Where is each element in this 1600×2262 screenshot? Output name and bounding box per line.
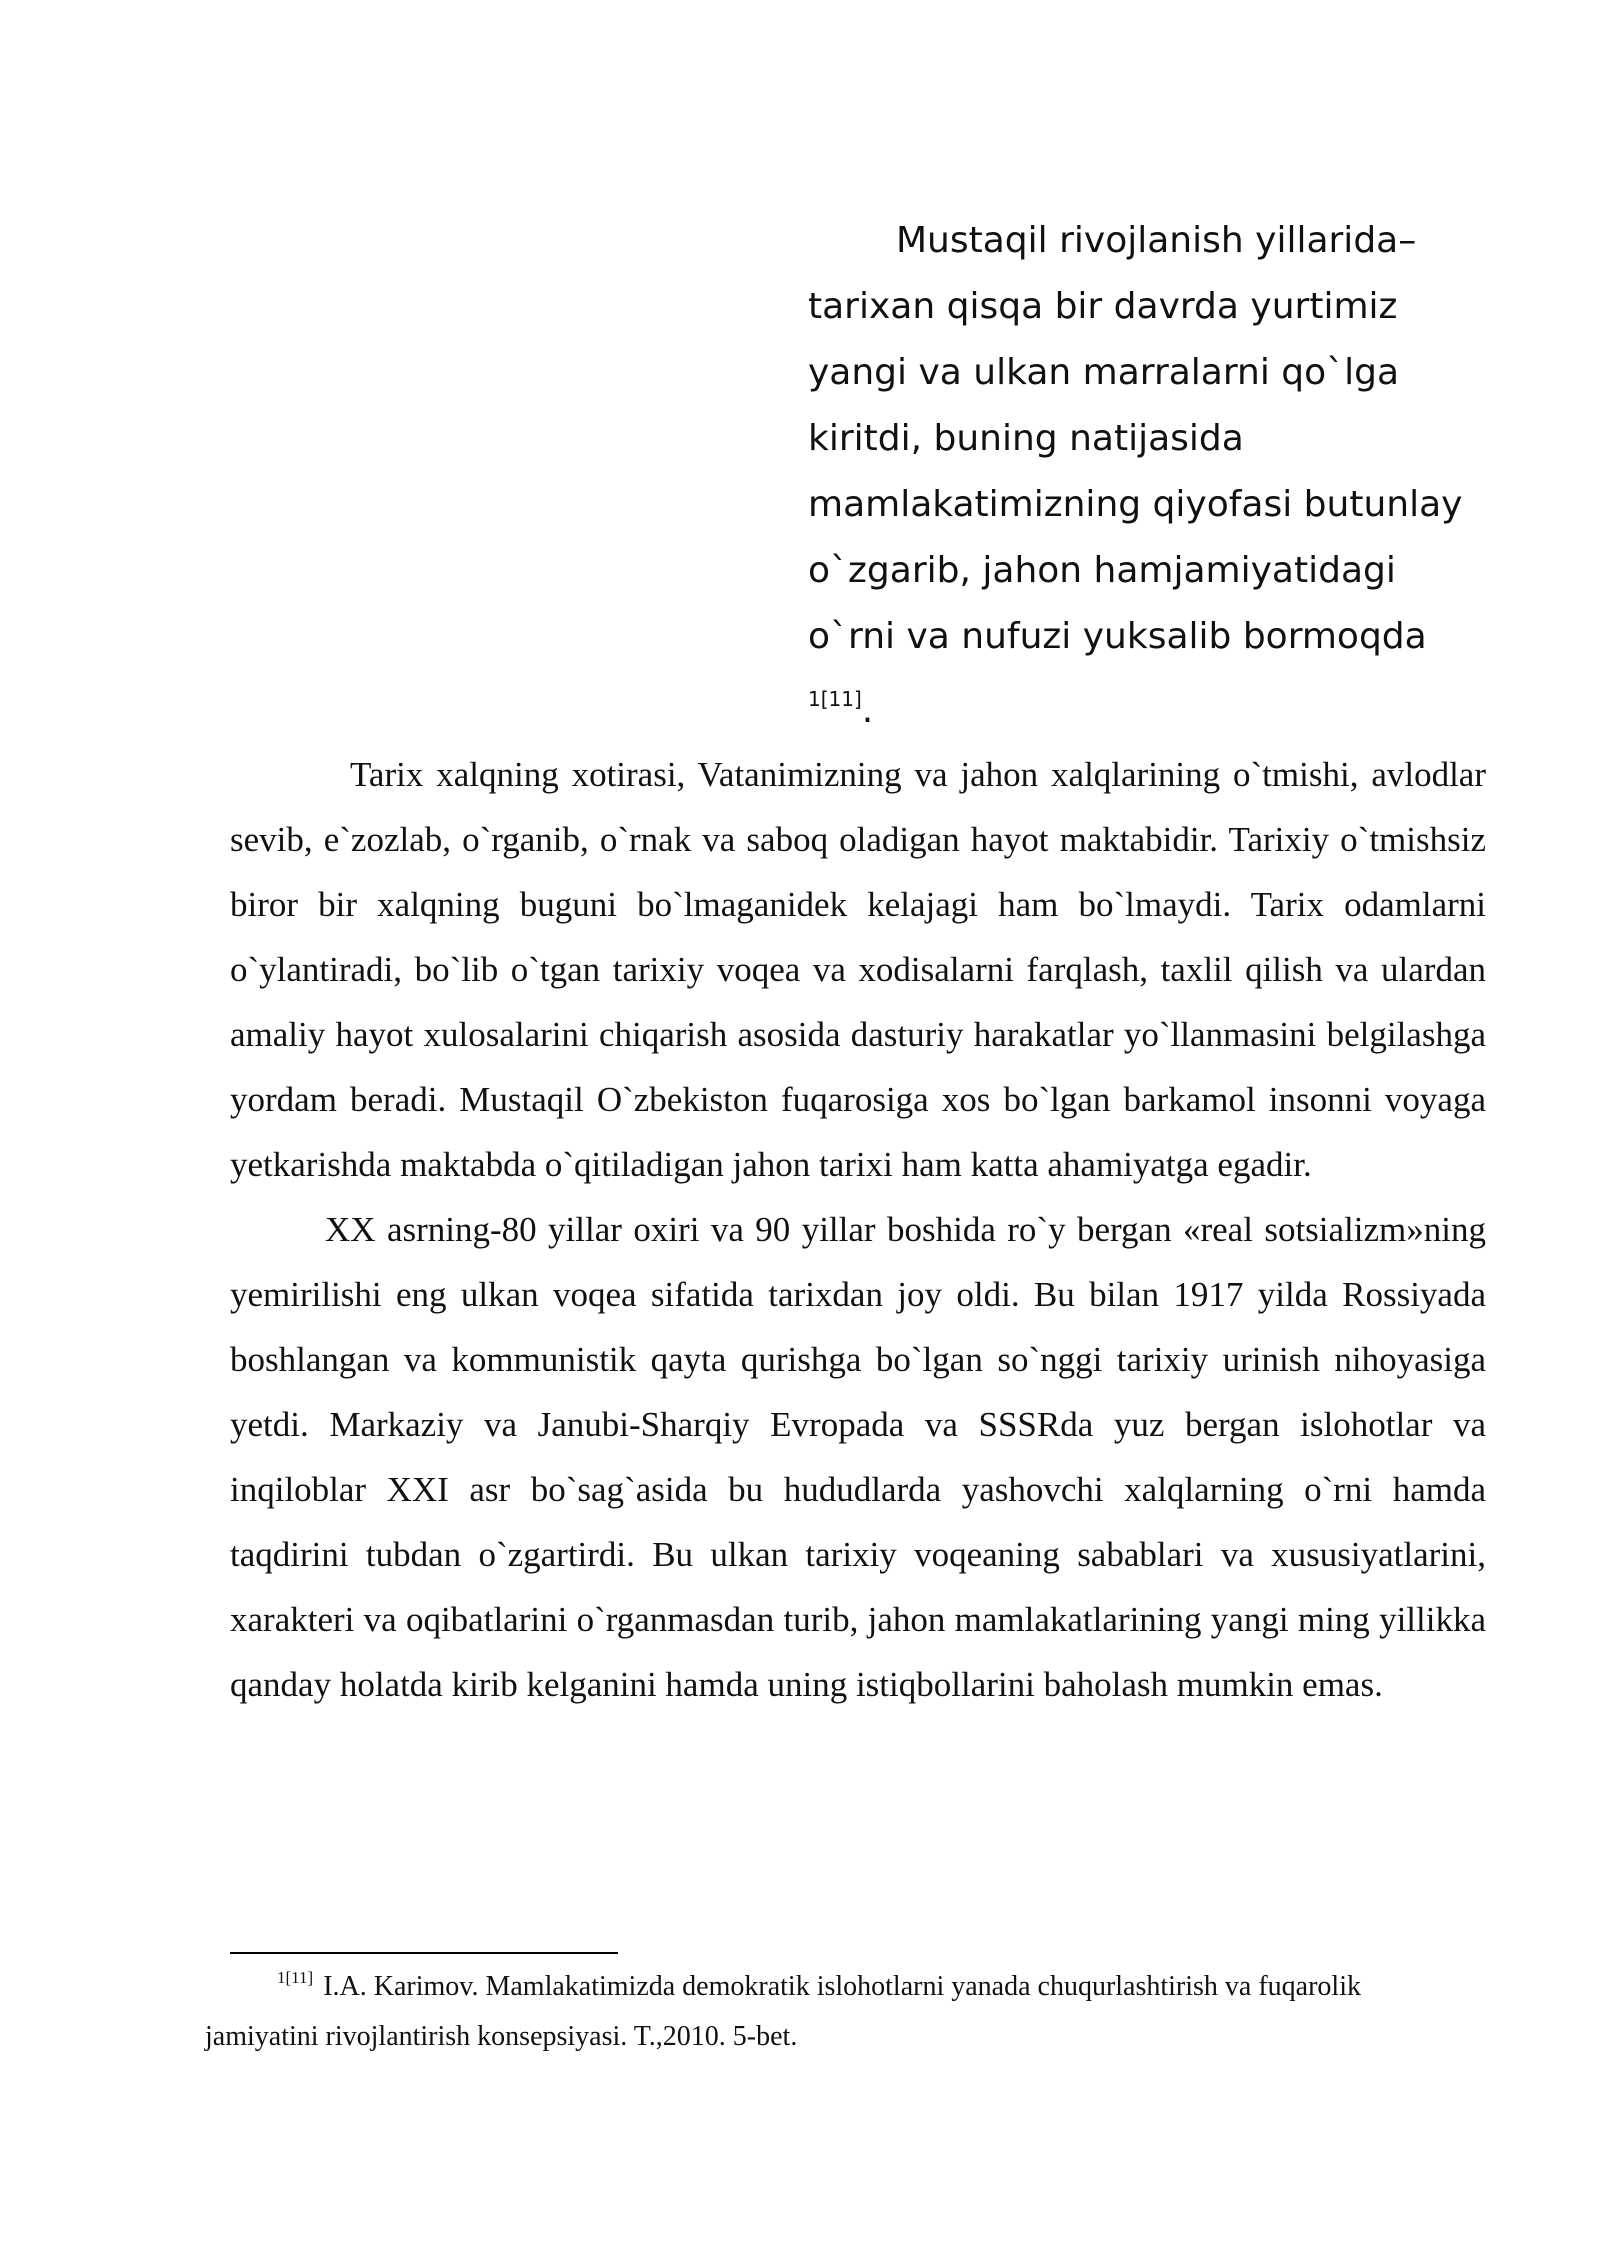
epigraph-line-3: yangi va ulkan marralarni qo`lga	[808, 352, 1400, 393]
paragraph-2: XX asrning-80 yillar oxiri va 90 yillar boshida ro`y bergan «real sotsializm»ning yemirilishi eng ulkan voqea sifatida tarixdan joy oldi. Bu bilan 1917 yilda Rossiyada boshlangan va kommunistik qayta qurishga bo`lgan so`nggi tarixiy urinish nihoyasiga yetdi. Markaziy va Janubi-Sharqiy Evropada va SSSRda yuz bergan islohotlar va inqiloblar XXI asr bo`sag`asida bu hududlarda yashovchi xalqlarning o`rni hamda taqdirini tubdan o`zgartirdi. Bu ulkan tarixiy voqeaning sabablari va xususiyatlarini, xarakteri va oqibatlarini o`rganmasdan turib, jahon mamlakatlarining yangi ming yillikka qanday holatda kirib kelganini hamda uning istiqbollarini baholash mumkin emas.	[230, 1210, 1486, 1704]
epigraph	[808, 208, 1508, 731]
footnote	[205, 1962, 1455, 2062]
epigraph-footnote-line	[808, 670, 1508, 731]
epigraph-footnote-ref[interactable]: 1[11]	[808, 687, 862, 711]
epigraph-line-4: kiritdi, buning natijasida	[808, 418, 1244, 459]
epigraph-line-6: o`zgarib, jahon hamjamiyatidagi	[808, 550, 1396, 591]
footnote-ref: 1[11]	[277, 1968, 314, 1987]
footnote-text: I.A. Karimov. Mamlakatimizda demokratik islohotlarni yanada chuqurlashtirish va fuqarolik jamiyatini rivojlantirish konsepsiyasi. T.,2010. 5-bet.	[205, 1971, 1361, 2052]
epigraph-line-1: Mustaqil rivojlanish yillarida–	[896, 220, 1417, 261]
epigraph-line-2: tarixan qisqa bir davrda yurtimiz	[808, 286, 1398, 327]
epigraph-line-7: o`rni va nufuzi yuksalib bormoqda	[808, 616, 1427, 657]
main-text	[230, 742, 1486, 1717]
epigraph-end-punct: .	[861, 690, 874, 731]
epigraph-line-5: mamlakatimizning qiyofasi butunlay	[808, 484, 1463, 525]
footnote-separator	[230, 1952, 618, 1954]
paragraph-1: Tarix xalqning xotirasi, Vatanimizning va jahon xalqlarining o`tmishi, avlodlar sevib, e`zozlab, o`rganib, o`rnak va saboq oladigan hayot maktabidir. Tarixiy o`tmishsiz biror bir xalqning buguni bo`lmaganidek kelajagi ham bo`lmaydi. Tarix odamlarni o`ylantiradi, bo`lib o`tgan tarixiy voqea va xodisalarni farqlash, taxlil qilish va ulardan amaliy hayot xulosalarini chiqarish asosida dasturiy harakatlar yo`llanmasini belgilashga yordam beradi. Mustaqil O`zbekiston fuqarosiga xos bo`lgan barkamol insonni voyaga yetkarishda maktabda o`qitiladigan jahon tarixi ham katta ahamiyatga egadir.	[230, 755, 1486, 1184]
